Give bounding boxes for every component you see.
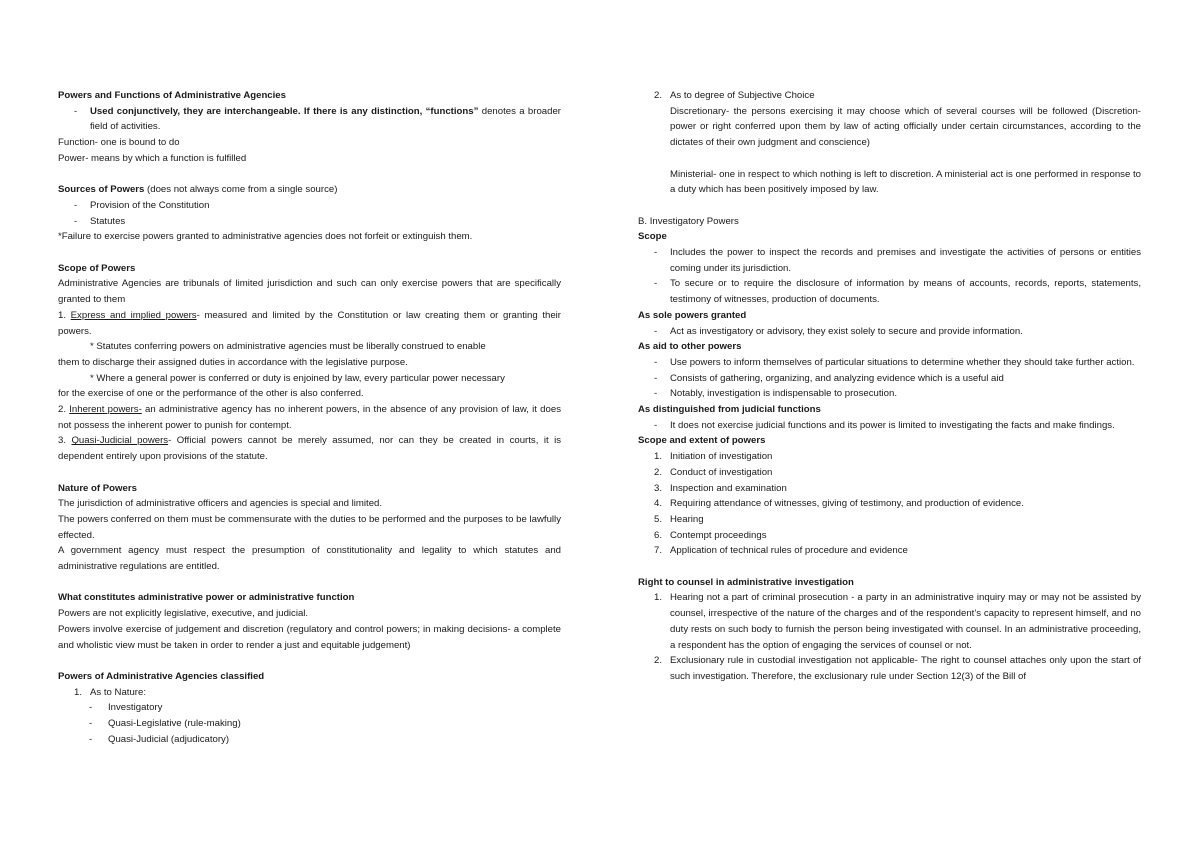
list-item: - Investigatory [89, 702, 163, 714]
what-text: Powers involve exercise of judgement and discretion (regulatory and control powers; in making decisions- a complete and wholistic view must be taken in order to render a just and equitable judgement) [58, 623, 561, 651]
list-item: - Statutes [74, 215, 126, 227]
list-item: - Includes the power to inspect the records and premises and investigate the activities of persons or entities coming under its jurisdiction. [654, 247, 1141, 274]
star-note-2-cont: for the exercise of one or the performance of the other is also conferred. [58, 388, 364, 400]
power-def: Power- means by which a function is fulfilled [58, 152, 247, 164]
list-item: 3. Inspection and examination [654, 482, 787, 494]
list-item: 2. Exclusionary rule in custodial investigation not applicable- The right to counsel attaches only upon the start of such investigation. Therefore, the exclusionary rule under Section 12(3) of the Bill of [654, 655, 1141, 682]
list-item: - Notably, investigation is indispensable to prosecution. [654, 388, 898, 400]
dist-label: As distinguished from judicial functions [638, 404, 821, 416]
conjunct-bullet [58, 104, 561, 135]
investigatory-heading: B. Investigatory Powers [638, 215, 739, 227]
list-item: - To secure or to require the disclosure of information by means of accounts, records, reports, statements, testimony of witnesses, production of documents. [654, 278, 1141, 306]
list-item: 5. Hearing [654, 513, 704, 525]
express-label: Express and implied powers [70, 309, 197, 321]
left-column [58, 88, 561, 747]
what-heading: What constitutes administrative power or administrative function [58, 592, 355, 604]
list-item: 2. Conduct of investigation [654, 466, 773, 478]
list-item: 6. Contempt proceedings [654, 529, 767, 541]
list-item: 2. As to degree of Subjective Choice [654, 90, 815, 101]
list-item: - Use powers to inform themselves of particular situations to determine whether they should take further action. [654, 356, 1135, 368]
nature-text: A government agency must respect the presumption of constitutionality and legality to which statutes and administrative regulations are entitled. [58, 545, 561, 573]
nature-text: The powers conferred on them must be commensurate with the duties to be performed and the purposes to be lawfully effected. [58, 513, 561, 541]
list-item: 1. Hearing not a part of criminal prosecution - a party in an administrative inquiry may or may not be assisted by counsel, irrespective of the nature of the charges and of the respondent’s capacity to represent himself, and no duty rests on such body to furnish the person being investigated with counsel. In an administrative proceeding, a respondent has the option of engaging the services of counsel or not. [654, 592, 1141, 651]
conjunct-bold: Used conjunctively, they are interchangeable. If there is any distinction, “functions” [90, 105, 479, 117]
nature-heading: Nature of Powers [58, 482, 137, 494]
scope-label: Scope [638, 231, 667, 243]
scope-heading: Scope of Powers [58, 262, 136, 274]
dash-marker: - [74, 105, 78, 117]
express-powers: 1. Express and implied powers- measured and limited by the Constitution or law creating them or granting their powers. [58, 309, 561, 337]
star-note-2: * Where a general power is conferred or duty is enjoined by law, every particular power necessary [90, 372, 505, 384]
inherent-powers: 2. Inherent powers- an administrative agency has no inherent powers, in the absence of any provision of law, it does not possess the inherent power to punish for contempt. [58, 404, 561, 431]
inherent-label: Inherent powers- [69, 404, 142, 416]
quasi-judicial-powers: 3. Quasi-Judicial powers- Official powers cannot be merely assumed, nor can they be created in courts, it is dependent entirely upon provisions of the statute. [58, 435, 561, 463]
scope-intro: Administrative Agencies are tribunals of limited jurisdiction and such can only exercise powers that are specifically granted to them [58, 278, 561, 306]
star-note-1-cont: them to discharge their assigned duties in accordance with the legislative purpose. [58, 356, 408, 368]
list-item: - Act as investigatory or advisory, they exist solely to secure and provide information. [654, 325, 1023, 337]
ministerial-text: Ministerial- one in respect to which nothing is left to discretion. A ministerial act is one performed in response to a duty which has been positively imposed by law. [670, 168, 1141, 196]
star-note-1: * Statutes conferring powers on administrative agencies must be liberally construed to enable [90, 341, 486, 353]
extent-label: Scope and extent of powers [638, 435, 766, 447]
sole-label: As sole powers granted [638, 309, 747, 321]
list-item: - Provision of the Constitution [74, 199, 210, 211]
discretionary-text: Discretionary- the persons exercising it may choose which of several courses will be followed (Discretion- power or right conferred upon them by law of acting officially under certain circumstances, according to the dictates of their own judgment and conscience) [670, 105, 1141, 149]
classified-heading: Powers of Administrative Agencies classified [58, 670, 265, 682]
function-def: Function- one is bound to do [58, 137, 180, 149]
list-item: - Quasi-Judicial (adjudicatory) [89, 733, 230, 745]
list-item: - Consists of gathering, organizing, and analyzing evidence which is a useful aid [654, 372, 1004, 384]
quasi-label: Quasi-Judicial powers [71, 435, 169, 447]
list-item: 1. Initiation of investigation [654, 451, 773, 463]
failure-note: *Failure to exercise powers granted to administrative agencies does not forfeit or extinguish them. [58, 231, 473, 243]
counsel-heading: Right to counsel in administrative investigation [638, 576, 854, 588]
list-item: 4. Requiring attendance of witnesses, giving of testimony, and production of evidence. [654, 498, 1024, 510]
doc-title: Powers and Functions of Administrative Agencies [58, 90, 286, 101]
what-text: Powers are not explicitly legislative, executive, and judicial. [58, 608, 309, 620]
aid-label: As aid to other powers [638, 341, 742, 353]
conjunct-rest: denotes a broader field of activities. [90, 105, 561, 133]
sources-note: (does not always come from a single source) [144, 184, 338, 196]
list-item: 7. Application of technical rules of procedure and evidence [654, 545, 908, 557]
list-item: - It does not exercise judicial functions and its power is limited to investigating the facts and make findings. [654, 419, 1115, 431]
list-item: 1. As to Nature: [74, 686, 146, 698]
list-item: - Quasi-Legislative (rule-making) [89, 718, 241, 730]
sources-heading: Sources of Powers [58, 184, 145, 196]
right-column [638, 88, 1141, 685]
nature-text: The jurisdiction of administrative officers and agencies is special and limited. [58, 498, 383, 510]
